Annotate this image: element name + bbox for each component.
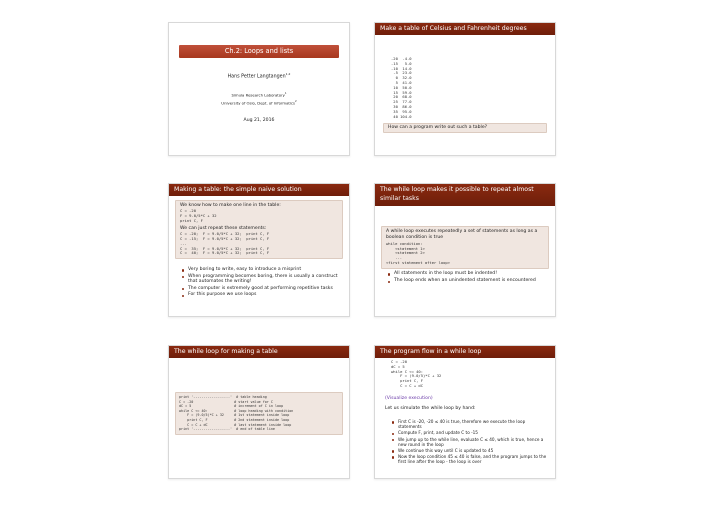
list-item: The computer is extremely good at performing repetitive tasks — [188, 286, 343, 292]
slide-3[interactable] — [168, 183, 350, 317]
list-item: Now the loop condition 45 ≤ 40 is false, and the program jumps to the first line after the loop - the loop is over — [398, 454, 547, 465]
list-item: First C is -20, -20 ≤ 40 is true, therefore we execute the loop statements — [398, 419, 547, 429]
code-repeat: C = -20; F = 9.0/5*C + 32; print C, F C = -15; F = 9.0/5*C + 32; print C, F ... C = 35; F = 9.0/5*C + 32; print C, F C = 40; F = 9.0/5*C + 32; print C, F — [180, 231, 270, 256]
aff1-sup: 1 — [284, 92, 287, 95]
affiliation-2: University of Oslo, Dept. of Informatics — [221, 100, 296, 106]
list-item: When programming becomes boring, there is usually a construct that automates the writing! — [188, 274, 343, 285]
author: Hans Petter Langtangen — [227, 74, 286, 80]
celsius-fahrenheit-table: -20 -4.0 -15 5.0 -10 14.0 -5 23.0 0 32.0 5 41.0 10 50.0 15 59.0 20 68.0 25 77.0 30 86.0 35 95.0 40 104.0 — [391, 56, 412, 119]
question-text: How can a program write out such a table? — [388, 125, 488, 130]
flow-code: C = -20 dC = 5 while C <= 40: F = (9.0/5)*C + 32 print C, F C = C + dC — [391, 359, 442, 388]
slide-4[interactable] — [374, 183, 556, 317]
list-item: For this purpose we use loops — [188, 292, 343, 298]
date: Aug 21, 2016 — [243, 118, 275, 123]
table-loop-code-box — [175, 392, 343, 435]
list-item: We continue this way until C is updated to 45 — [398, 448, 547, 453]
author-sup: 1,2 — [285, 72, 291, 76]
naive-bullets — [181, 266, 343, 299]
slide-6[interactable] — [374, 345, 556, 479]
naive-intro: We know how to make one line in the table: — [180, 203, 281, 208]
slide-5-title: The while loop for making a table — [169, 346, 349, 358]
slide-4-title: The while loop makes it possible to repeat almost similar tasks — [375, 184, 555, 206]
slide-6-title: The program flow in a while loop — [375, 346, 555, 358]
slide-1-heading: Ch.2: Loops and lists — [179, 45, 339, 58]
flow-bullets — [391, 418, 547, 466]
affiliation-1: Simula Research Laboratory — [231, 92, 285, 98]
aff2-sup: 2 — [295, 100, 297, 103]
slide-1[interactable] — [168, 22, 350, 156]
code-one-line: C = -20 F = 9.0/5*C + 32 print C, F — [180, 208, 217, 223]
list-item: All statements in the loop must be indented! — [394, 271, 549, 277]
slide-3-title: Making a table: the simple naive solution — [169, 184, 349, 196]
while-syntax-code: while condition: <statement 1> <statement 2> ... <first statement after loop> — [386, 240, 451, 265]
while-bullets — [387, 270, 549, 286]
while-loop-box — [381, 226, 549, 269]
table-loop-code: print '------------------' # table heading C = -20 # start value for C dC = 5 # increment of C in loop while C <= 40: # loop heading with condition F = (9.0/5)*C + 32 # 1st statement inside loop print C, F # 2nd statement inside loop C = C + dC # last statement inside loop print '------------------' # end of table line — [179, 395, 294, 432]
naive-solution-box — [175, 200, 343, 259]
slide-2-title: Make a table of Celsius and Fahrenheit degrees — [375, 23, 555, 35]
list-item: Compute F, print, and update C to -15 — [398, 430, 547, 435]
list-item: We jump up to the while line, evaluate C ≤ 40, which is true, hence a new round in the loop — [398, 437, 547, 447]
visualize-execution-link[interactable]: (Visualize execution) — [385, 396, 433, 401]
question-box — [383, 123, 547, 133]
list-item: The loop ends when an unindented statement is encountered — [394, 278, 549, 284]
naive-repeat-text: We can just repeat these statements: — [180, 225, 267, 231]
simulate-intro: Let us simulate the while loop by hand: — [385, 406, 476, 411]
slide-2[interactable] — [374, 22, 556, 156]
while-intro: A while loop executes repeatedly a set of statements as long as a boolean condition is true — [386, 229, 538, 241]
slide-5[interactable] — [168, 345, 350, 479]
list-item: Very boring to write, easy to introduce a misprint — [188, 267, 343, 273]
